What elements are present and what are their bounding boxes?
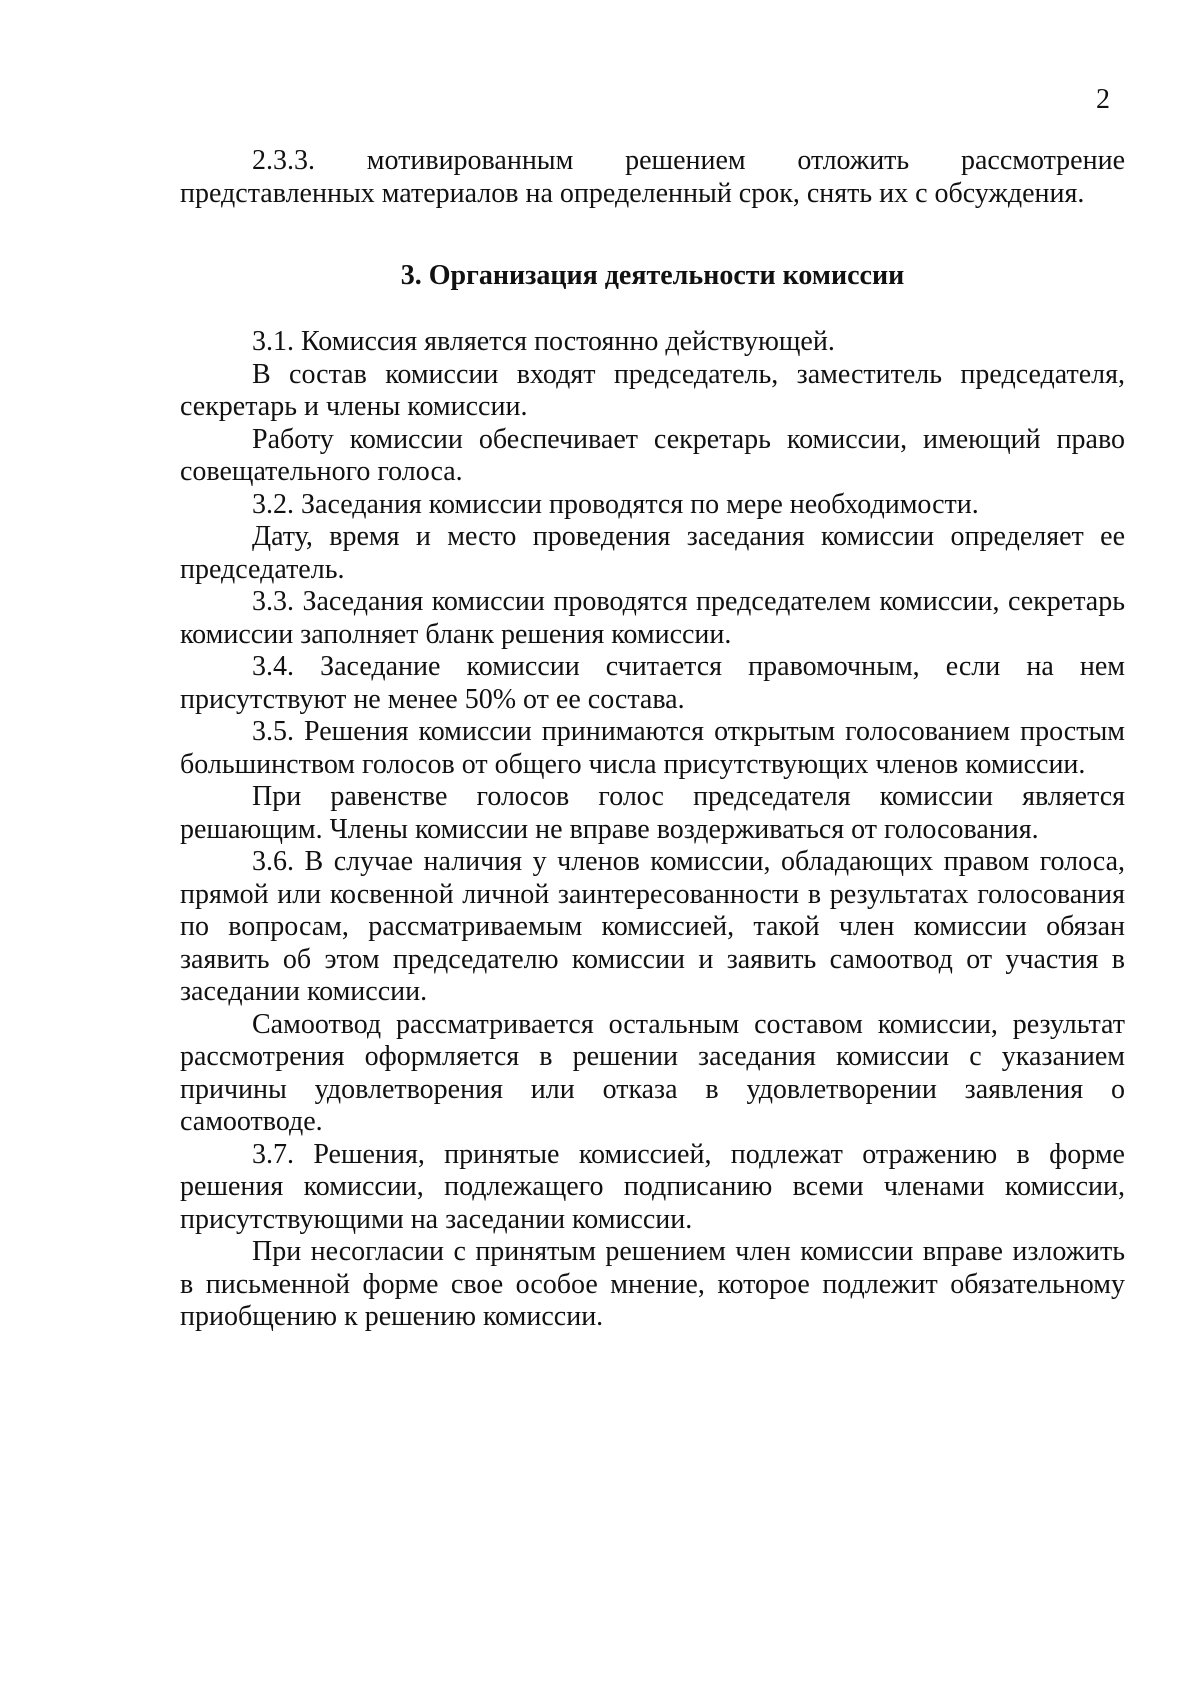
paragraph-3-4: 3.4. Заседание комиссии считается правомочным, если на нем присутствуют не менее 50% от ее состава. [180,651,1125,715]
paragraph-3-1: 3.1. Комиссия является постоянно действующей. [252,326,835,357]
document-body [180,145,1125,1334]
paragraph-2-3-3: 2.3.3. мотивированным решением отложить рассмотрение представленных материалов на определенный срок, снять их с обсуждения. [180,145,1125,209]
paragraph-composition: В состав комиссии входят председатель, заместитель председателя, секретарь и члены комиссии. [180,358,1125,422]
paragraph-secretary: Работу комиссии обеспечивает секретарь комиссии, имеющий право совещательного голоса. [180,423,1125,487]
paragraph-3-2: 3.2. Заседания комиссии проводятся по мере необходимости. [252,488,979,520]
paragraph-3-3: 3.3. Заседания комиссии проводятся председателем комиссии, секретарь комиссии заполняет бланк решения комиссии. [180,586,1125,650]
paragraph-3-5: 3.5. Решения комиссии принимаются открытым голосованием простым большинством голосов от общего числа присутствующих членов комиссии. [180,716,1125,780]
section-heading: 3. Организация деятельности комиссии [400,260,905,291]
paragraph-self-recusal: Самоотвод рассматривается остальным составом комиссии, результат рассмотрения оформляется в решении заседания комиссии с указанием причины удовлетворения или отказа в удовлетворении заявления о самоотводе. [180,1008,1125,1137]
paragraph-3-7: 3.7. Решения, принятые комиссией, подлежат отражению в форме решения комиссии, подлежащего подписанию всеми членами комиссии, присутствующими на заседании комиссии. [180,1138,1125,1235]
paragraph-date-time-place: Дату, время и место проведения заседания комиссии определяет ее председатель. [180,521,1125,585]
paragraph-dissenting-opinion: При несогласии с принятым решением член комиссии вправе изложить в письменной форме свое особое мнение, которое подлежит обязательному приобщению к решению комиссии. [180,1236,1125,1332]
page-number: 2 [1096,84,1110,115]
paragraph-3-6: 3.6. В случае наличия у членов комиссии, обладающих правом голоса, прямой или косвенной личной заинтересованности в результатах голосования по вопросам, рассматриваемым комиссией, такой член комиссии обязан заявить об этом председателю комиссии и заявить самоотвод от участия в заседании комиссии. [180,846,1125,1007]
paragraph-tie-vote: При равенстве голосов голос председателя комиссии является решающим. Члены комиссии не вправе воздерживаться от голосования. [180,781,1125,845]
